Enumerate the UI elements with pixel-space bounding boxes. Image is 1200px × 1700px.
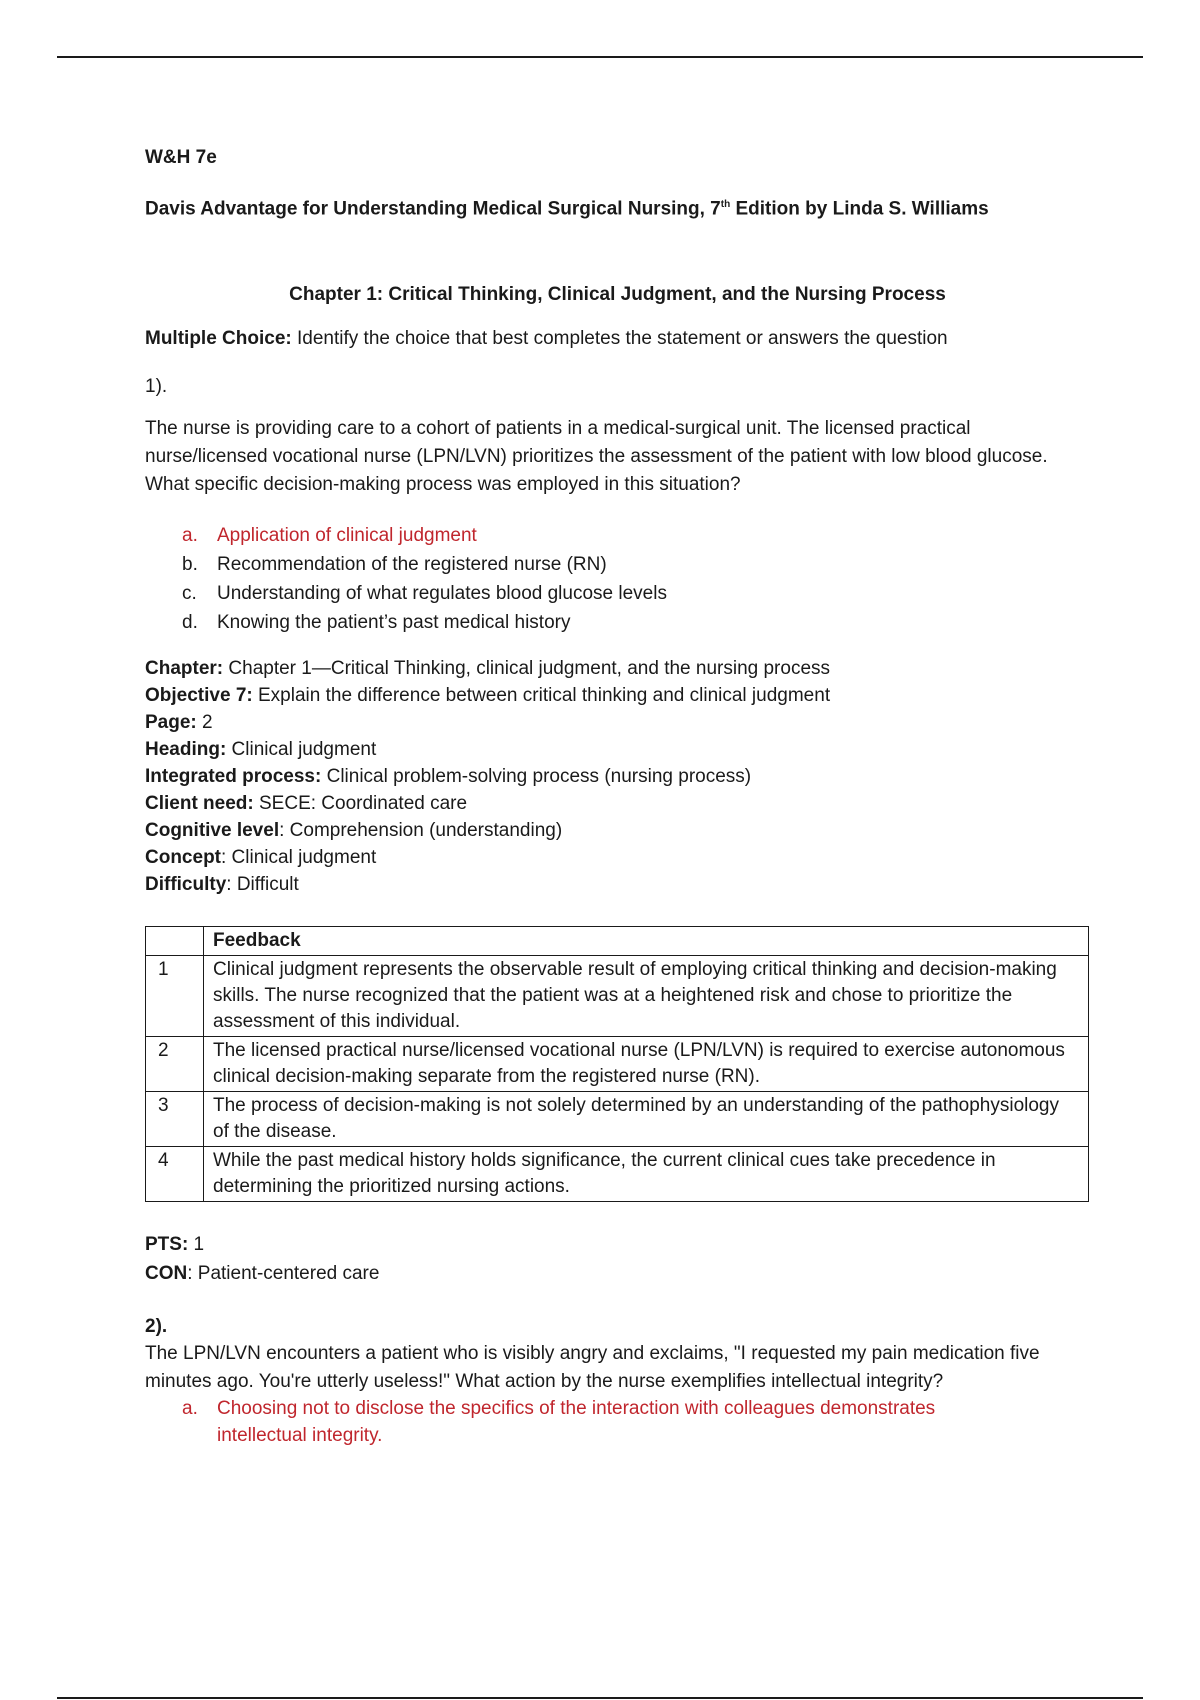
meta-chapter: Chapter: Chapter 1—Critical Thinking, clinical judgment, and the nursing process bbox=[145, 658, 831, 679]
question-1-metadata bbox=[145, 655, 1090, 898]
feedback-text: The process of decision-making is not solely determined by an understanding of the pathophysiology of the disease. bbox=[204, 1092, 1089, 1147]
table-row bbox=[146, 1092, 1089, 1147]
feedback-table bbox=[145, 926, 1089, 1202]
q1-option-b: b. Recommendation of the registered nurse (RN) bbox=[182, 554, 607, 575]
meta-integrated-process: Integrated process: Clinical problem-solving process (nursing process) bbox=[145, 766, 752, 787]
concept-con: CON: Patient-centered care bbox=[145, 1263, 380, 1284]
meta-objective: Objective 7: Explain the difference between critical thinking and clinical judgment bbox=[145, 685, 831, 706]
feedback-header-num bbox=[146, 927, 204, 956]
table-row bbox=[146, 1037, 1089, 1092]
q1-option-c: c. Understanding of what regulates blood glucose levels bbox=[182, 583, 667, 604]
bottom-rule bbox=[57, 1697, 1143, 1699]
feedback-text: The licensed practical nurse/licensed vocational nurse (LPN/LVN) is required to exercise autonomous clinical decision-making separate from the registered nurse (RN). bbox=[204, 1037, 1089, 1092]
question-1-number: 1). bbox=[145, 376, 168, 397]
q1-option-a: a. Application of clinical judgment bbox=[182, 525, 477, 546]
table-row bbox=[146, 956, 1089, 1037]
question-2-stem: The LPN/LVN encounters a patient who is visibly angry and exclaims, "I requested my pain medication five minutes ago. You're utterly useless!" What action by the nurse exemplifies intellectual integrity? bbox=[145, 1343, 1040, 1392]
feedback-table-wrap bbox=[145, 926, 1089, 1202]
feedback-text: Clinical judgment represents the observable result of employing critical thinking and decision-making skills. The nurse recognized that the patient was at a heightened risk and chose to prioritize the assessment of this individual. bbox=[204, 956, 1089, 1037]
question-1-stem: The nurse is providing care to a cohort of patients in a medical-surgical unit. The licensed practical nurse/licensed vocational nurse (LPN/LVN) prioritizes the assessment of the patient with low blood glucose. What specific decision-making process was employed in this situation? bbox=[145, 418, 1048, 495]
meta-difficulty: Difficulty: Difficult bbox=[145, 874, 299, 895]
q2-option-a: a. Choosing not to disclose the specifics of the interaction with colleagues demonstrates intellectual integrity. bbox=[182, 1398, 936, 1446]
feedback-header: Feedback bbox=[204, 927, 1089, 956]
feedback-num: 2 bbox=[146, 1037, 204, 1092]
meta-concept: Concept: Clinical judgment bbox=[145, 847, 377, 868]
feedback-header-row bbox=[146, 927, 1089, 956]
q1-option-d: d. Knowing the patient’s past medical history bbox=[182, 612, 571, 633]
document-code: W&H 7e bbox=[145, 147, 217, 168]
chapter-heading: Chapter 1: Critical Thinking, Clinical Judgment, and the Nursing Process bbox=[289, 284, 946, 305]
feedback-num: 3 bbox=[146, 1092, 204, 1147]
book-title: Davis Advantage for Understanding Medical Surgical Nursing, 7th Edition by Linda S. Williams bbox=[145, 198, 989, 220]
feedback-num: 4 bbox=[146, 1147, 204, 1202]
feedback-num: 1 bbox=[146, 956, 204, 1037]
instructions: Multiple Choice: Identify the choice that best completes the statement or answers the question bbox=[145, 328, 948, 349]
points: PTS: 1 bbox=[145, 1234, 205, 1255]
meta-heading: Heading: Clinical judgment bbox=[145, 739, 377, 760]
question-2-number: 2). bbox=[145, 1316, 168, 1337]
table-row bbox=[146, 1147, 1089, 1202]
meta-page: Page: 2 bbox=[145, 712, 213, 733]
meta-client-need: Client need: SECE: Coordinated care bbox=[145, 793, 468, 814]
top-rule bbox=[57, 56, 1143, 58]
meta-cognitive-level: Cognitive level: Comprehension (understanding) bbox=[145, 820, 563, 841]
feedback-text: While the past medical history holds significance, the current clinical cues take precedence in determining the prioritized nursing actions. bbox=[204, 1147, 1089, 1202]
